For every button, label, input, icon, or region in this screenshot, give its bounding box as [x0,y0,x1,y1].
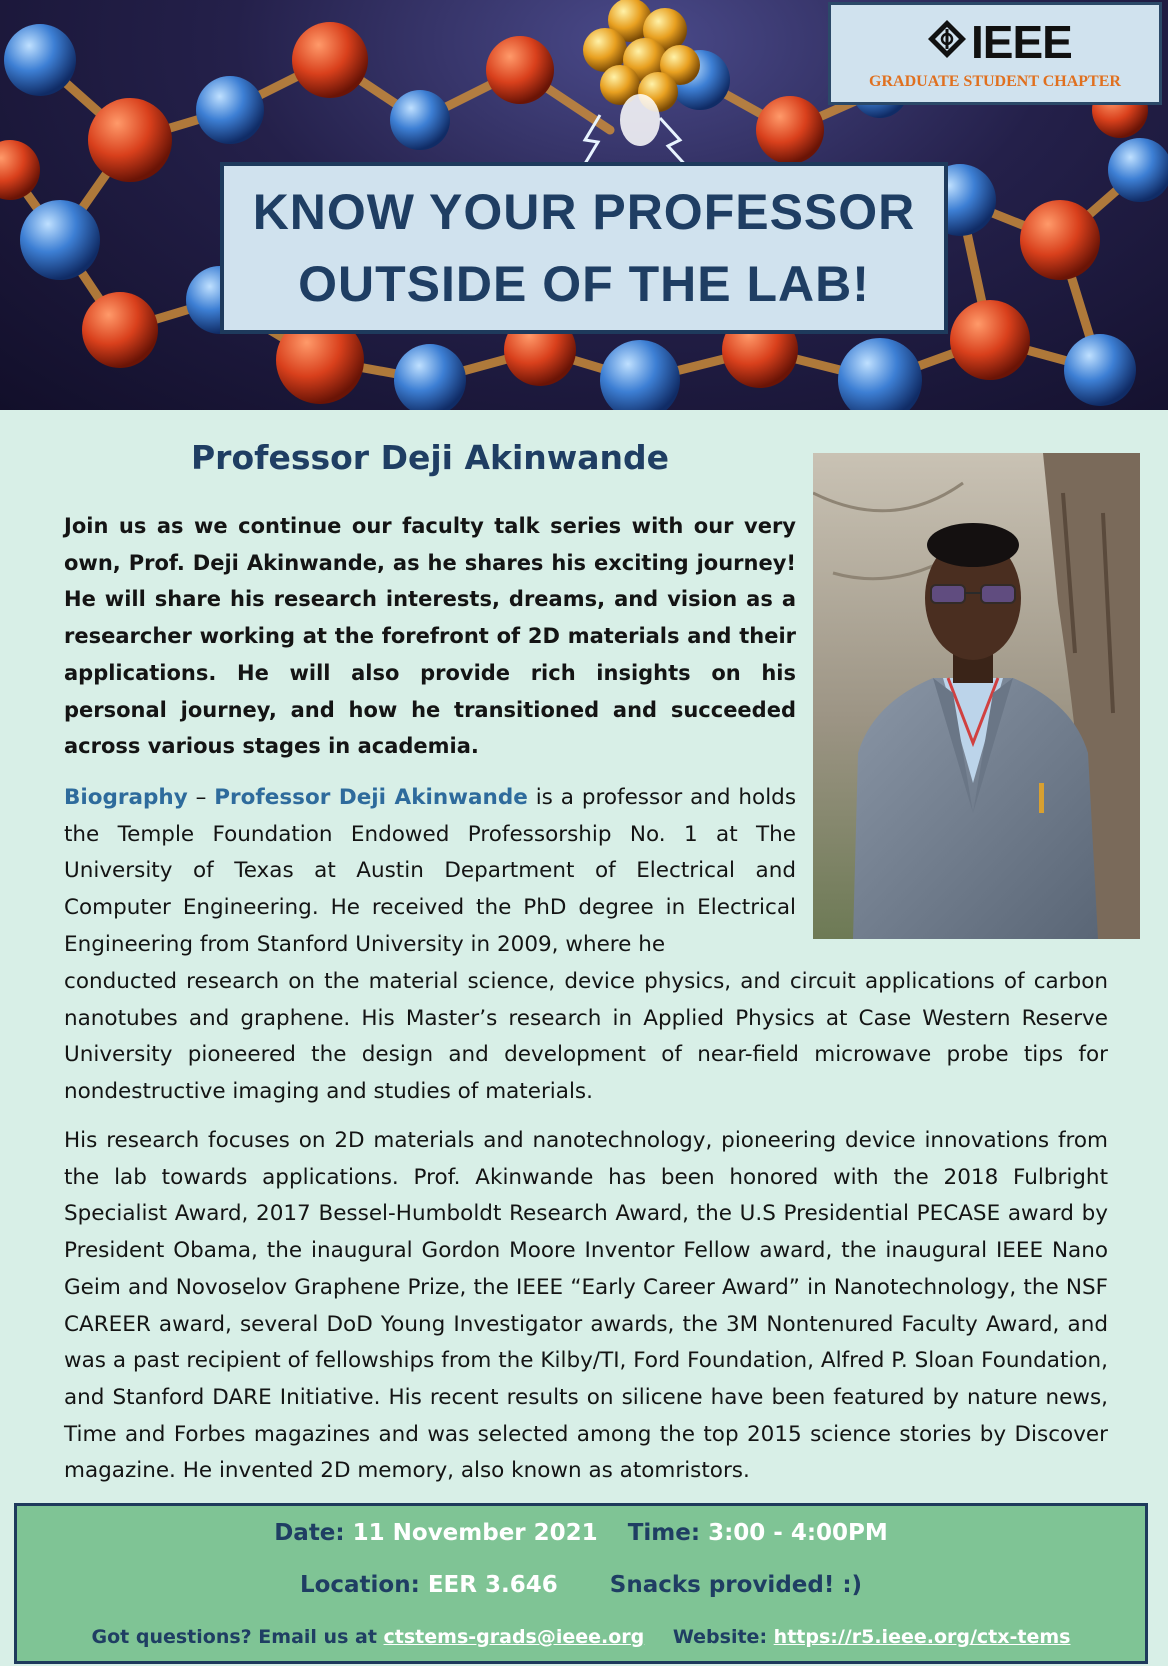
contact-row [17,1626,1145,1648]
questions-label: Got questions? Email us at [91,1626,377,1648]
ieee-logo-box [828,2,1162,105]
date-value: 11 November 2021 [352,1520,598,1546]
intro-paragraph: Join us as we continue our faculty talk series with our very own, Prof. Deji Akinwande, as he shares his exciting journey! He will share his research interests, dreams, and vision as a researcher working at the forefront of 2D materials and their applications. He will also provide rich insights on his personal journey, and how he transitioned and succeeded across various stages in academia. [64,514,796,759]
event-title-line-2: OUTSIDE OF THE LAB! [298,256,870,312]
ieee-diamond-icon [927,19,967,59]
professor-portrait-image [813,453,1140,939]
biography-text-part1: is a professor and holds the Temple Foundation Endowed Professorship No. 1 at The University of Texas at Austin Department of Electrical and Computer Engineering. He received the PhD degree in Electrical Engineering from Stanford University in 2009, where he [64,785,797,957]
website-link[interactable]: https://r5.ieee.org/ctx-tems [773,1626,1071,1648]
email-link[interactable]: ctstems-grads@ieee.org [383,1626,645,1648]
event-details-box [14,1503,1148,1664]
snacks-note: Snacks provided! :) [609,1572,863,1598]
professor-name-heading: Professor Deji Akinwande [190,438,670,477]
header-banner [0,0,1168,410]
biography-paragraph-continued: conducted research on the material science, device physics, and circuit applications of carbon nanotubes and graphene. His Master’s research in Applied Physics at Case Western Reserve University pioneered the design and development of near-field microwave probe tips for nondestructive imaging and studies of materials. [64,969,1108,1105]
time-value: 3:00 - 4:00PM [708,1520,888,1546]
date-time-row [17,1520,1145,1546]
research-paragraph: His research focuses on 2D materials and nanotechnology, pioneering device innovations from the lab towards applications. Prof. Akinwande has been honored with the 2018 Fulbright Specialist Award, 2017 Bessel-Humboldt Research Award, the U.S Presidential PECASE award by President Obama, the inaugural Gordon Moore Inventor Fellow award, the inaugural IEEE Nano Geim and Novoselov Graphene Prize, the IEEE “Early Career Award” in Nanotechnology, the NSF CAREER award, several DoD Young Investigator awards, the 3M Nontenured Faculty Award, and was a past recipient of fellowships from the Kilby/TI, Ford Foundation, Alfred P. Sloan Foundation, and Stanford DARE Initiative. His recent results on silicene have been featured by nature news, Time and Forbes magazines and was selected among the top 2015 science stories by Discover magazine. He invented 2D memory, also known as atomristors. [64,1128,1108,1484]
website-label: Website: [672,1626,768,1648]
location-value: EER 3.646 [427,1572,558,1598]
ieee-logo-text: IEEE [971,16,1072,68]
date-label: Date: [274,1520,345,1546]
chapter-name: GRADUATE STUDENT CHAPTER [869,73,1121,90]
location-row [17,1572,1145,1598]
event-title-box [220,162,948,334]
biography-paragraph [64,780,796,964]
biography-dash: – [187,785,215,810]
event-title-line-1: KNOW YOUR PROFESSOR [252,184,916,240]
time-label: Time: [627,1520,701,1546]
location-label: Location: [299,1572,420,1598]
biography-label: Biography [64,785,188,810]
professor-photo [813,453,1140,939]
biography-professor-name: Professor Deji Akinwande [214,785,528,810]
